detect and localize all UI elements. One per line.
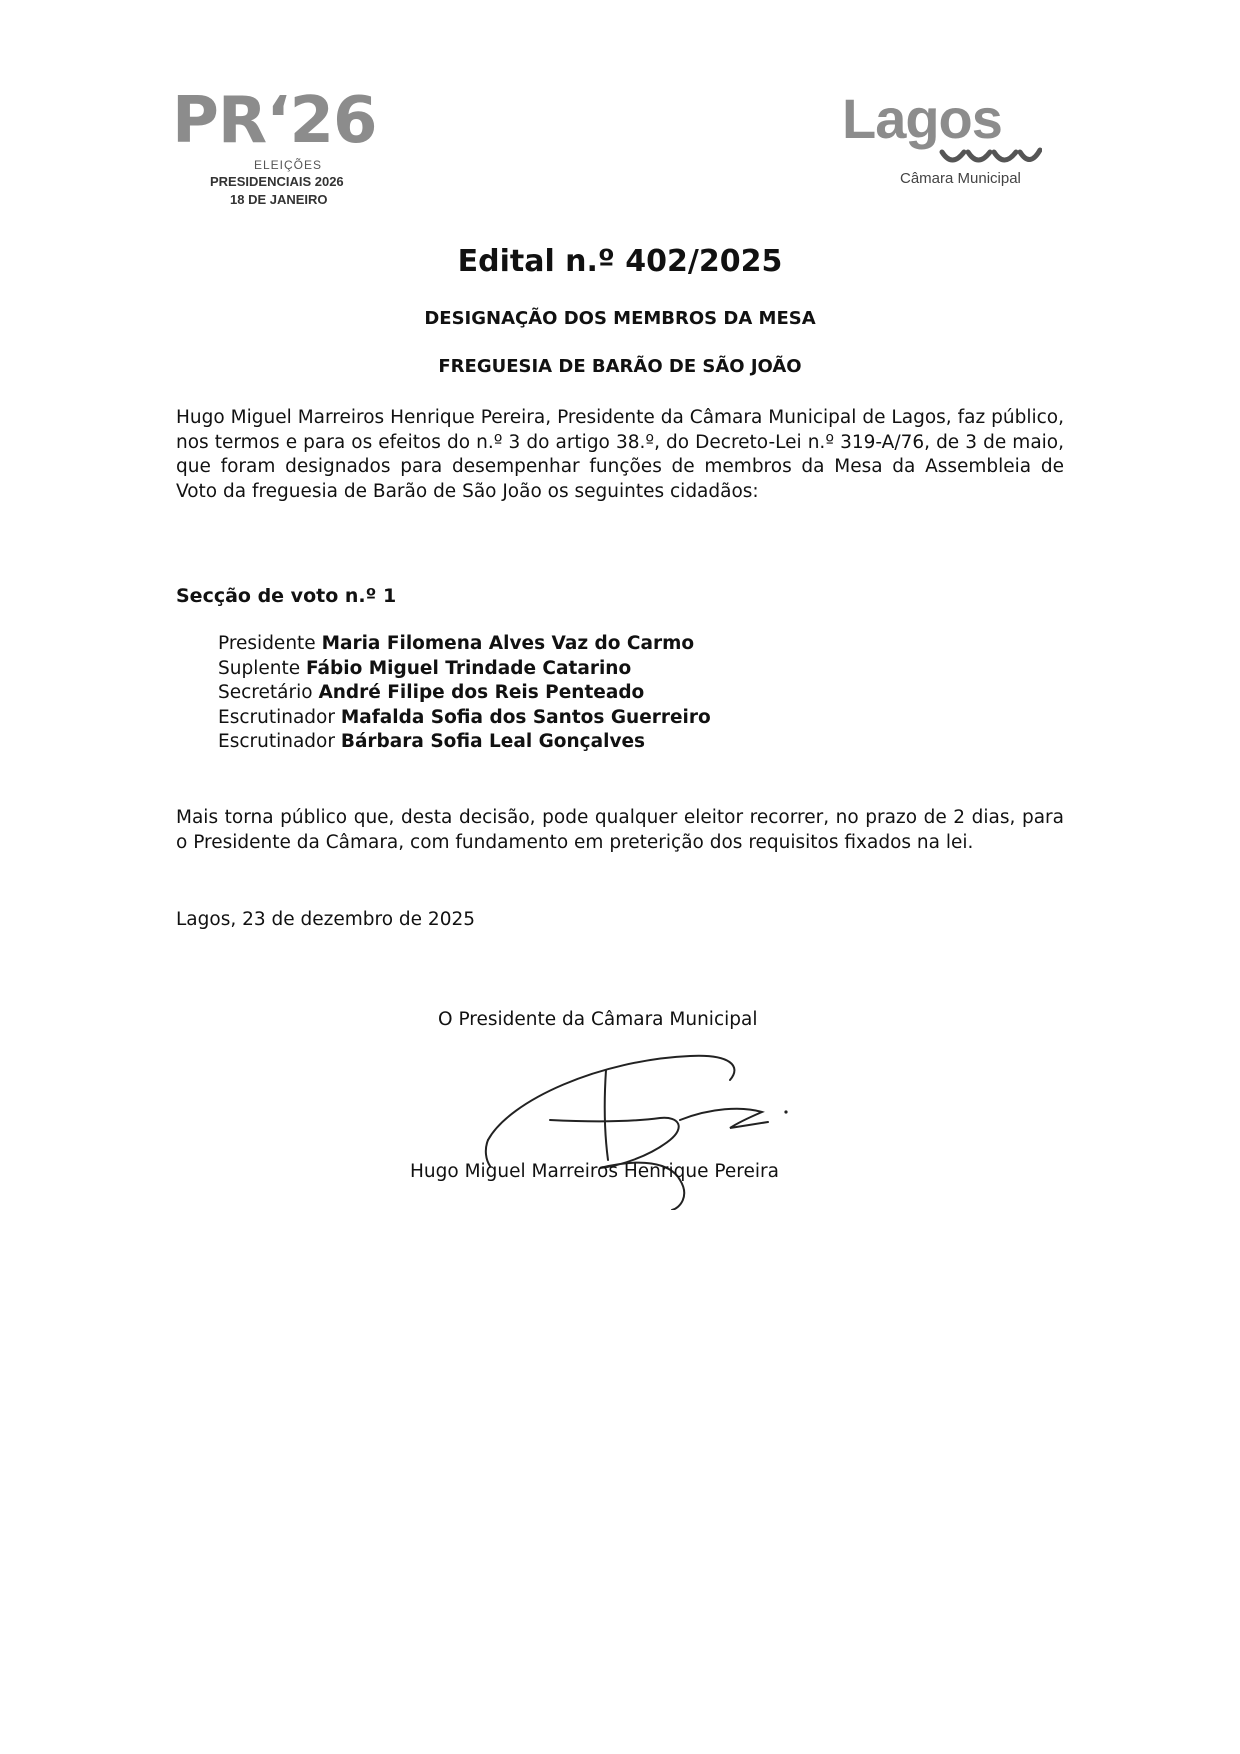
signatory-role: O Presidente da Câmara Municipal: [438, 1009, 758, 1030]
list-item: [218, 730, 711, 755]
member-role: Escrutinador: [218, 731, 335, 752]
members-list: [218, 632, 711, 755]
member-role: Escrutinador: [218, 706, 335, 728]
appeal-paragraph: Mais torna público que, desta decisão, pode qualquer eleitor recorrer, no prazo de 2 dias, para o Presidente da Câmara, com fundamento em preterição dos requisitos fixados na lei.: [176, 807, 1064, 853]
pr26-logo-line2: PRESIDENCIAIS 2026: [210, 174, 344, 189]
polling-section-heading: Secção de voto n.º 1: [176, 585, 397, 607]
intro-paragraph: Hugo Miguel Marreiros Henrique Pereira, Presidente da Câmara Municipal de Lagos, faz público, nos termos e para os efeitos do n.º 3 do artigo 38.º, do Decreto-Lei n.º 319-A/76, de 3 de maio, que foram designados para desempenhar funções de membros da Mesa da Assembleia de Voto da freguesia de Barão de São João os seguintes cidadãos:: [176, 407, 1064, 502]
handwritten-signature: [480, 1040, 840, 1210]
place-date: Lagos, 23 de dezembro de 2025: [176, 909, 475, 930]
pr26-logo-line1: ELEIÇÕES: [254, 158, 323, 172]
waves-icon: [938, 146, 1042, 170]
member-name: André Filipe dos Reis Penteado: [318, 682, 645, 703]
member-role: Presidente: [218, 633, 316, 654]
member-name: Mafalda Sofia dos Santos Guerreiro: [340, 706, 711, 728]
lagos-municipality-logo: [842, 88, 1062, 198]
pr26-logo-line3: 18 DE JANEIRO: [230, 192, 328, 207]
document-title: Edital n.º 402/2025: [457, 244, 783, 279]
pr26-logo-mark: PR‘26: [172, 84, 377, 158]
member-name: Fábio Miguel Trindade Catarino: [305, 657, 632, 679]
signatory-name: Hugo Miguel Marreiros Henrique Pereira: [410, 1161, 779, 1182]
member-name: Maria Filomena Alves Vaz do Carmo: [321, 633, 695, 654]
list-item: [218, 706, 711, 731]
document-subtitle-designation: DESIGNAÇÃO DOS MEMBROS DA MESA: [424, 308, 816, 329]
list-item: [218, 681, 711, 706]
member-role: Secretário: [218, 682, 313, 703]
list-item: [218, 632, 711, 657]
member-name: Bárbara Sofia Leal Gonçalves: [340, 731, 646, 752]
list-item: [218, 657, 711, 682]
document-subtitle-parish: FREGUESIA DE BARÃO DE SÃO JOÃO: [438, 356, 802, 377]
member-role: Suplente: [218, 657, 301, 679]
lagos-logo-word: Lagos: [842, 87, 1002, 150]
lagos-logo-subtitle: Câmara Municipal: [900, 170, 1021, 187]
